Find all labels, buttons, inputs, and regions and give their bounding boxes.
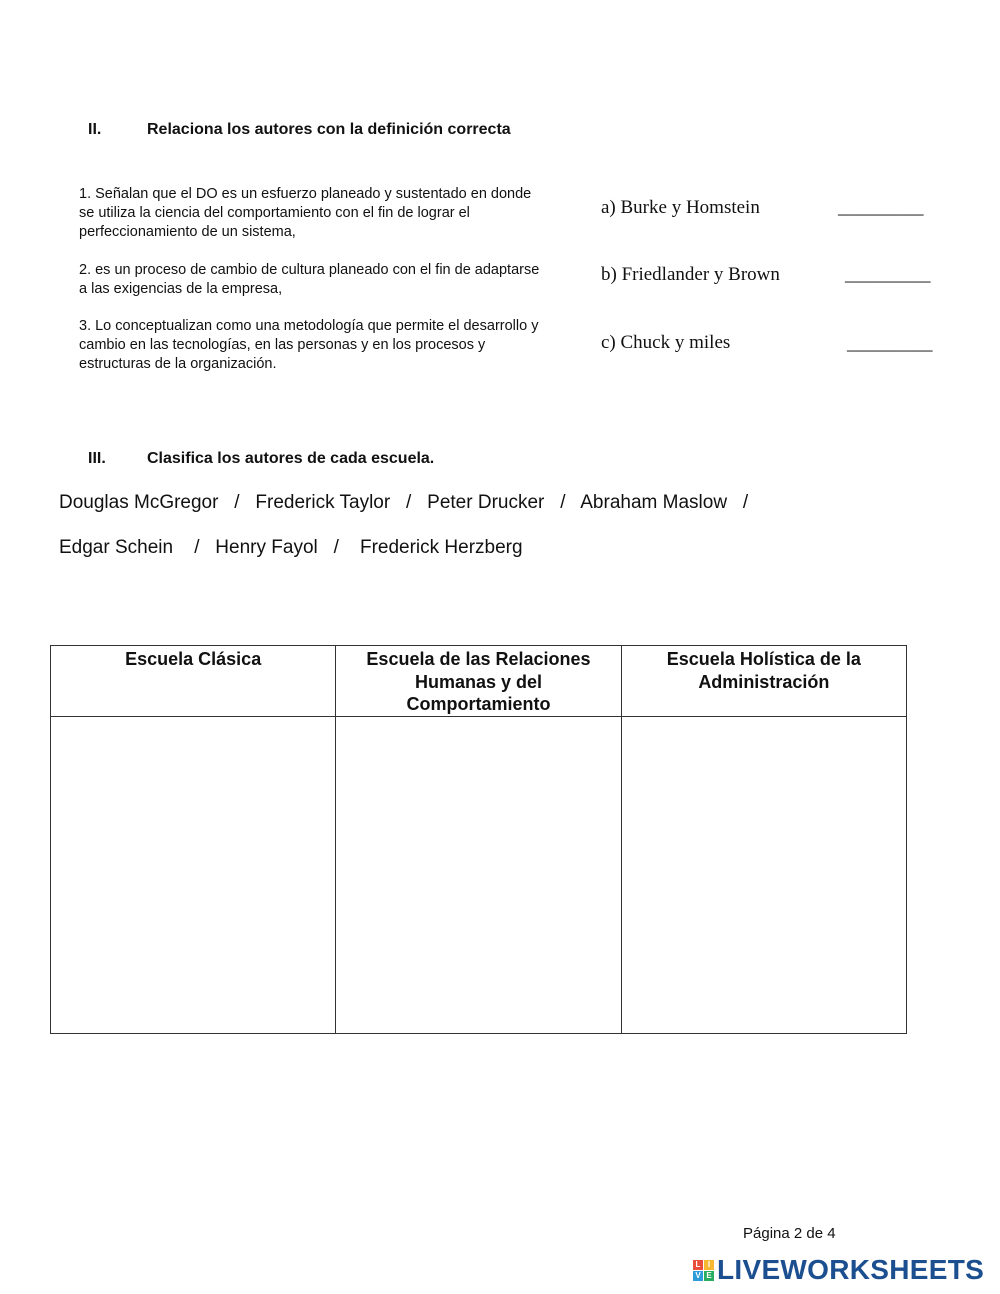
option-b-answer-blank[interactable]: _________ xyxy=(845,264,931,285)
option-c-label: c) Chuck y miles xyxy=(601,332,731,353)
logo-letter: V xyxy=(693,1271,703,1281)
answer-cell-clasica[interactable] xyxy=(51,716,336,1033)
option-b-label: b) Friedlander y Brown xyxy=(601,264,780,285)
logo-letter: I xyxy=(704,1260,714,1270)
header-escuela-holistica: Escuela Holística de la Administración xyxy=(621,646,906,717)
section-2-title: Relaciona los autores con la definición correcta xyxy=(147,121,511,138)
liveworksheets-logo xyxy=(693,1254,984,1286)
option-c-answer-blank[interactable]: _________ xyxy=(847,333,933,354)
answer-cell-relaciones-humanas[interactable] xyxy=(336,716,621,1033)
header-escuela-clasica: Escuela Clásica xyxy=(51,646,336,717)
definition-3: 3. Lo conceptualizan como una metodología que permite el desarrollo y cambio en las tecnologías, en las personas y en los procesos y estructuras de la organización. xyxy=(79,318,539,372)
authors-list-line-2: Edgar Schein / Henry Fayol / Frederick Herzberg xyxy=(59,537,523,558)
page-number: Página 2 de 4 xyxy=(743,1225,836,1242)
section-3-number: III. xyxy=(88,450,106,467)
logo-letter: L xyxy=(693,1260,703,1270)
logo-text: LIVEWORKSHEETS xyxy=(717,1254,985,1285)
logo-mark-icon xyxy=(693,1260,714,1281)
answer-cell-holistica[interactable] xyxy=(621,716,906,1033)
definition-1: 1. Señalan que el DO es un esfuerzo planeado y sustentado en donde se utiliza la ciencia del comportamiento con el fin de lograr el perfeccionamiento de un sistema, xyxy=(79,186,532,240)
section-3-title: Clasifica los autores de cada escuela. xyxy=(147,450,435,467)
classification-table xyxy=(50,645,907,1034)
logo-letter: E xyxy=(704,1271,714,1281)
header-escuela-relaciones-humanas: Escuela de las Relaciones Humanas y del Comportamiento xyxy=(336,646,621,717)
definition-2: 2. es un proceso de cambio de cultura planeado con el fin de adaptarse a las exigencias de la empresa, xyxy=(79,262,540,297)
authors-list-line-1: Douglas McGregor / Frederick Taylor / Peter Drucker / Abraham Maslow / xyxy=(59,492,749,513)
section-2-number: II. xyxy=(88,121,102,138)
option-a-answer-blank[interactable]: _________ xyxy=(838,197,924,218)
option-a-label: a) Burke y Homstein xyxy=(601,197,760,218)
